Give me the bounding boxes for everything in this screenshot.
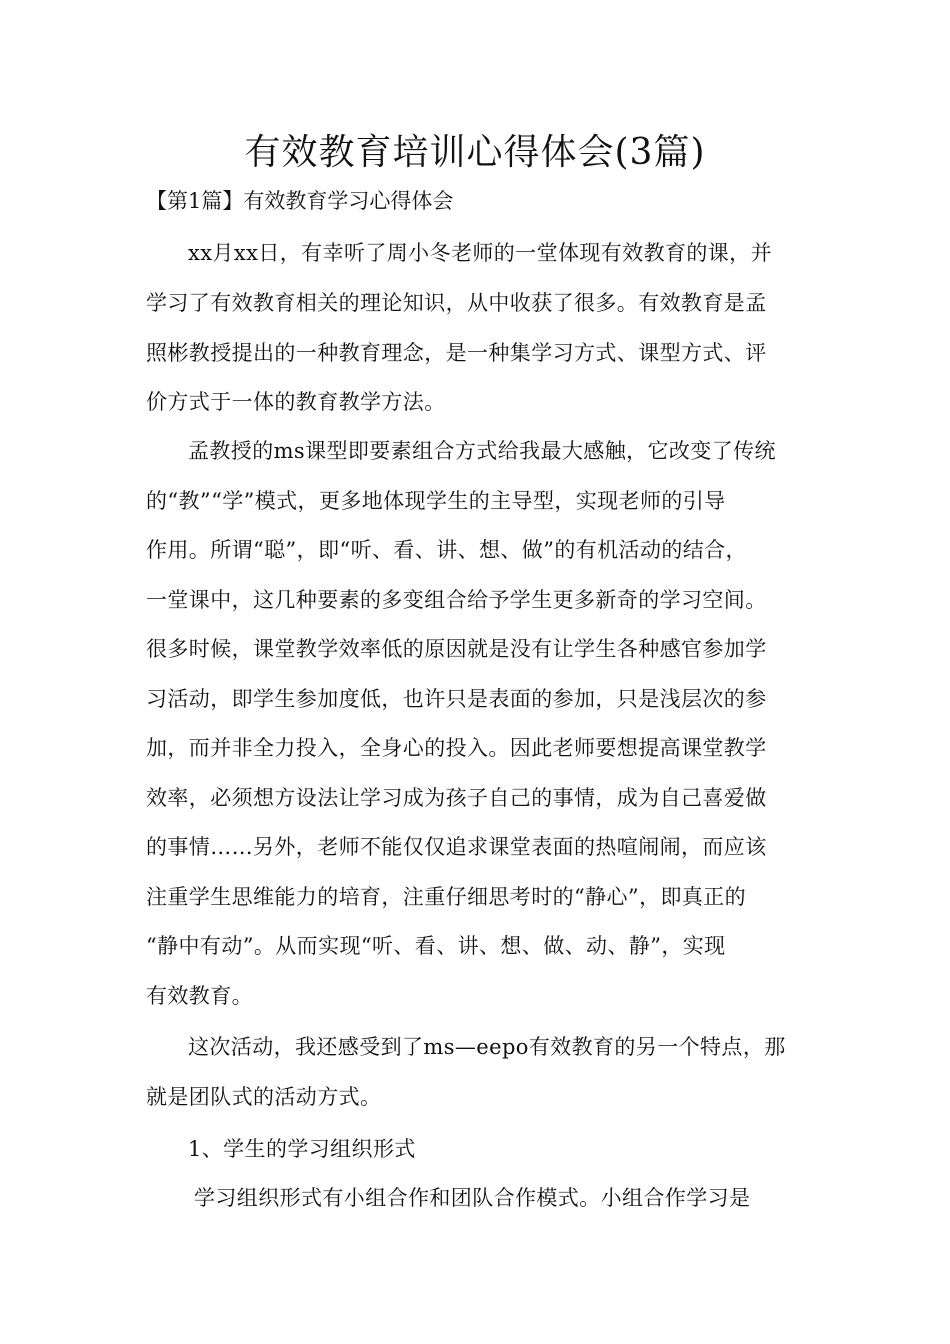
section-heading: 【第1篇】有效教育学习心得体会	[146, 189, 454, 213]
paragraph-line: 有效教育。	[146, 984, 253, 1008]
paragraph-line: 加，而并非全力投入，全身心的投入。因此老师要想提高课堂教学	[146, 736, 767, 760]
list-heading: 1、学生的学习组织形式	[188, 1137, 416, 1161]
paragraph-line: 学习了有效教育相关的理论知识，从中收获了很多。有效教育是孟	[146, 291, 767, 315]
paragraph-line: 一堂课中，这几种要素的多变组合给予学生更多新奇的学习空间。	[146, 588, 767, 612]
document-title: 有效教育培训心得体会(3篇)	[244, 132, 706, 173]
paragraph-line: 的事情……另外，老师不能仅仅追求课堂表面的热喧闹闹，而应该	[146, 835, 767, 859]
paragraph-line: 的“教”“学”模式，更多地体现学生的主导型，实现老师的引导	[146, 489, 726, 513]
paragraph-line: 照彬教授提出的一种教育理念，是一种集学习方式、课型方式、评	[146, 341, 767, 365]
paragraph-line: 就是团队式的活动方式。	[146, 1085, 382, 1109]
paragraph-line: 效率，必须想方设法让学习成为孩子自己的事情，成为自己喜爱做	[146, 786, 767, 810]
paragraph-line: “静中有动”。从而实现“听、看、讲、想、做、动、静”，实现	[146, 934, 726, 958]
paragraph-line: 作用。所谓“聪”，即“听、看、讲、想、做”的有机活动的结合，	[146, 538, 747, 562]
paragraph-line: 习活动，即学生参加度低，也许只是表面的参加，只是浅层次的参	[146, 687, 767, 711]
paragraph-line: 这次活动，我还感受到了ms—eepo有效教育的另一个特点，那	[188, 1035, 786, 1059]
paragraph-line: 注重学生思维能力的培育，注重仔细思考时的“静心”，即真正的	[146, 885, 747, 909]
paragraph-line: 价方式于一体的教育教学方法。	[146, 390, 446, 414]
paragraph-line: 学习组织形式有小组合作和团队合作模式。小组合作学习是	[194, 1186, 751, 1210]
paragraph-line: 很多时候，课堂教学效率低的原因就是没有让学生各种感官参加学	[146, 637, 767, 661]
paragraph-line: xx月xx日，有幸听了周小冬老师的一堂体现有效教育的课，并	[188, 241, 772, 265]
paragraph-line: 孟教授的ms课型即要素组合方式给我最大感触，它改变了传统	[188, 439, 776, 463]
